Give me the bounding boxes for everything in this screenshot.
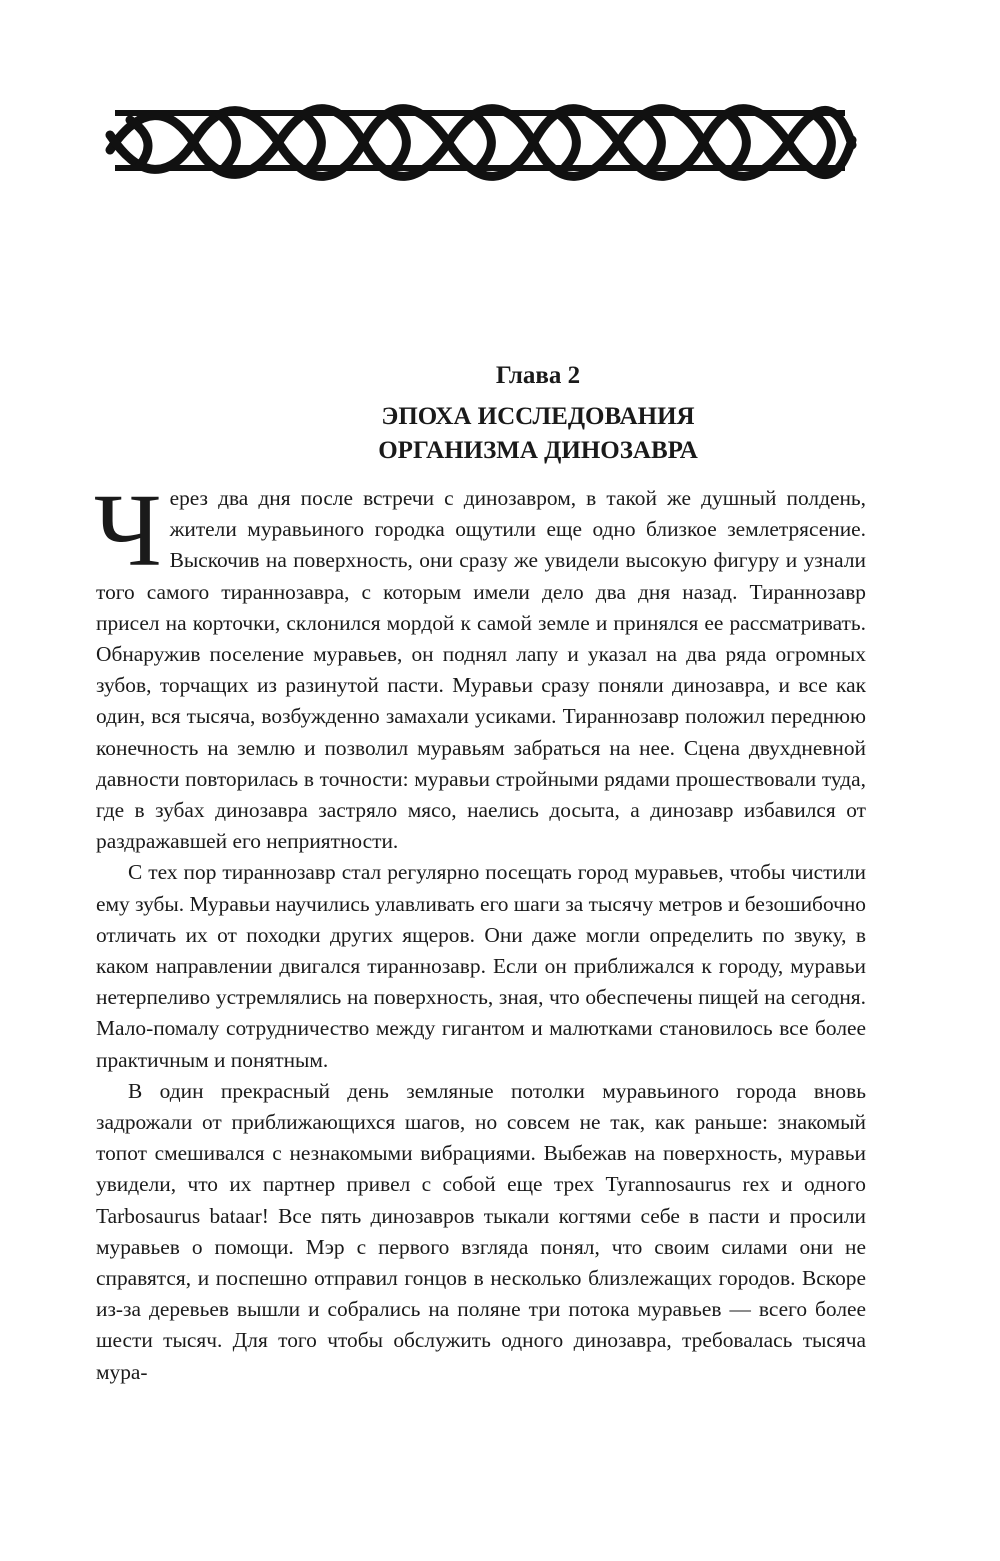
celtic-knot-border-icon <box>100 95 860 185</box>
chapter-title-line: ОРГАНИЗМА ДИНОЗАВРА <box>378 437 698 464</box>
paragraph: С тех пор тираннозавр стал регулярно посещать город муравьев, чтобы чистили ему зубы. Муравьи научились улавливать его шаги за тысячу метров и безошибочно отличать их от походки других ящеров. Они даже могли определить по звуку, в каком направлении двигался тираннозавр. Если он приближался к городу, муравьи нетерпеливо устремлялись на поверхность, зная, что обеспечены пищей на сегодня. Мало-помалу сотрудничество между гигантом и малютками становилось все более практичным и понятным. <box>96 860 866 1072</box>
chapter-title <box>0 400 1000 468</box>
paragraph <box>94 473 866 857</box>
paragraph-text: ерез два дня после встречи с динозавром, в такой же душный полдень, жители муравьиного городка ощутили еще одно близкое землетрясение. Выскочив на поверхность, они сразу же увидели высокую фигуру и узнали того самого тираннозавра, с которым имели дело два дня назад. Тираннозавр присел на корточки, склонился мордой к самой земле и принялся ее рассматривать. Обнаружив поселение муравьев, он поднял лапу и указал на два ряда огромных зубов, торчащих из разинутой пасти. Муравьи сразу поняли динозавра, и все как один, вся тысяча, возбужденно замахали усиками. Тираннозавр положил переднюю конечность на землю и позволил муравьям забраться на нее. Сцена двухдневной давности повторилась в точности: муравьи стройными рядами прошествовали туда, где в зубах динозавра застряло мясо, наелись досыта, а динозавр избавился от раздражавшей его неприятности. <box>96 486 866 854</box>
chapter-label: Глава 2 <box>495 362 581 389</box>
paragraph: В один прекрасный день земляные потолки муравьиного города вновь задрожали от приближающихся шагов, но совсем не так, как раньше: знакомый топот смешивался с незнакомыми вибрациями. Выбежав на поверхность, муравьи увидели, что их партнер привел с собой еще трех Tyrannosaurus rex и одного Tarbosaurus bataar! Все пять динозавров тыкали когтями себе в пасти и просили муравьев о помощи. Мэр с первого взгляда понял, что своим силами они не справятся, и поспешно отправил гонцов в несколько близлежащих городов. Вскоре из-за деревьев вышли и собрались на поляне три потока муравьев — всего более шести тысяч. Для того чтобы обслужить одного динозавра, требовалась тысяча мура- <box>96 1078 866 1384</box>
chapter-title-line: ЭПОХА ИССЛЕДОВАНИЯ <box>381 403 695 430</box>
body-text <box>94 473 866 1388</box>
drop-cap: Ч <box>94 473 162 588</box>
